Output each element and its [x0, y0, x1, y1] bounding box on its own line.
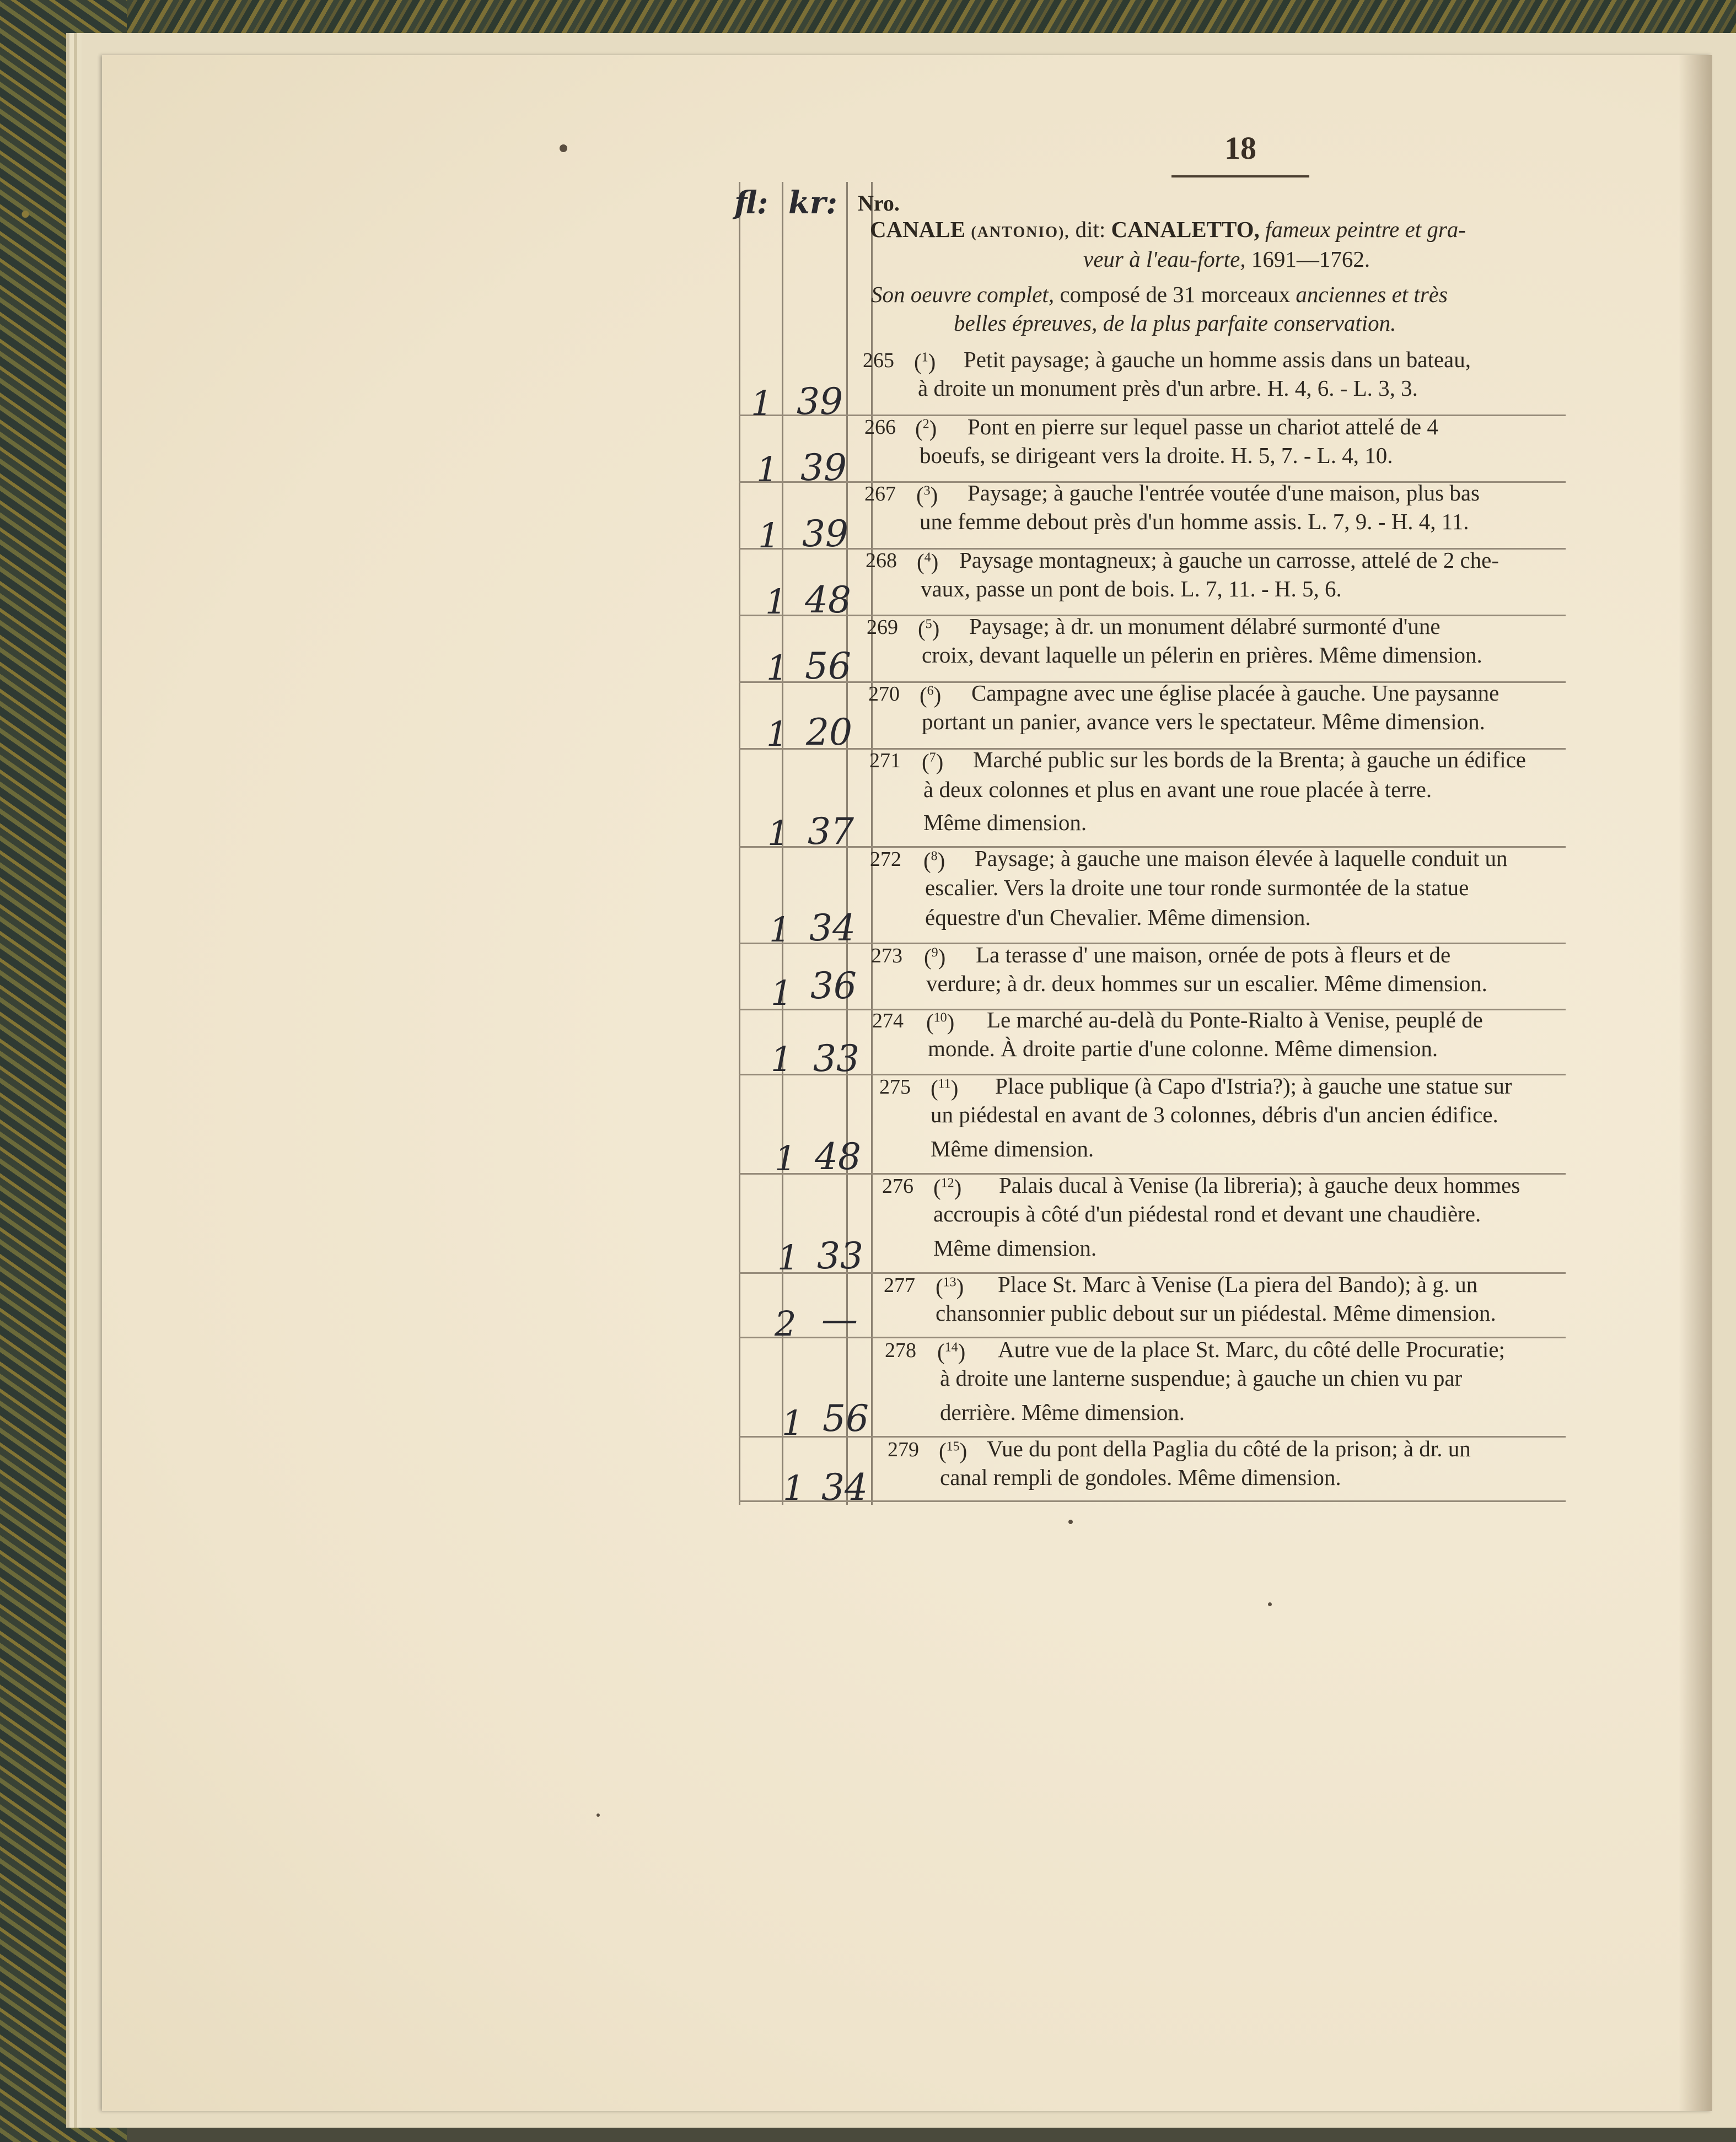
price-kreuzer: 39 [802, 513, 848, 555]
price-kreuzer: 48 [815, 1135, 861, 1178]
entry-note: ($^5$) [918, 616, 940, 641]
artist-surname: CANALE [870, 217, 966, 242]
entry-line: Pont en pierre sur lequel passe un chariot attelé de 4 [968, 414, 1438, 439]
entry-line: Paysage montagneux; à gauche un carrosse, attelé de 2 che- [959, 547, 1499, 573]
artist-dit: dit: [1075, 217, 1106, 242]
entry-number: 265 [863, 349, 894, 372]
page-number: 18 [1224, 130, 1256, 166]
artist-heading-line-1 [870, 216, 1466, 243]
entry-line: Paysage; à dr. un monument délabré surmonté d'une [969, 613, 1441, 639]
entry-number: 266 [864, 416, 896, 439]
entry-line: Paysage; à gauche l'entrée voutée d'une maison, plus bas [968, 480, 1480, 505]
foxing-spot [1268, 1602, 1272, 1606]
entry-note: ($^1$) [914, 349, 936, 374]
entry-note: ($^6$) [920, 682, 942, 708]
entry-line: escalier. Vers la droite une tour ronde surmontée de la statue [925, 875, 1469, 900]
price-kreuzer: 56 [823, 1397, 869, 1440]
entry-number: 275 [879, 1075, 911, 1099]
column-header-kreuzer: kr: [788, 185, 837, 221]
entry-line: accroupis à côté d'un piédestal rond et devant une chaudière. [933, 1201, 1481, 1226]
artist-years: 1691—1762. [1251, 246, 1370, 272]
entry-line: Place St. Marc à Venise (La piera del Bando); à g. un [998, 1272, 1478, 1297]
entry-line: portant un panier, avance vers le spectateur. Même dimension. [922, 709, 1485, 734]
entry-note: ($^2$) [915, 416, 937, 441]
ledger-rule-left [739, 182, 740, 1505]
price-kreuzer: 56 [805, 645, 851, 687]
entry-line: Même dimension. [931, 1136, 1094, 1161]
entry-line: Même dimension. [933, 1235, 1097, 1261]
entry-line: à droite une lanterne suspendue; à gauche un chien vu par [940, 1365, 1463, 1391]
entry-note: ($^{10}$) [926, 1009, 955, 1035]
entry-line: La terasse d' une maison, ornée de pots à fleurs et de [976, 942, 1451, 967]
price-kreuzer: 33 [817, 1235, 863, 1277]
price-florins: 1 [783, 1468, 805, 1508]
foxing-spot [560, 144, 567, 152]
artist-alias: CANALETTO, [1111, 217, 1260, 242]
entry-number: 272 [870, 848, 901, 871]
ledger-rule-right [871, 182, 873, 1505]
entry-line: monde. À droite partie d'une colonne. Même dimension. [928, 1036, 1438, 1061]
price-kreuzer: 36 [810, 965, 857, 1007]
artist-first-name: (ANTONIO), [971, 224, 1070, 241]
artist-heading-line-2 [1083, 246, 1370, 272]
entry-note: ($^{11}$) [931, 1075, 959, 1101]
price-florins: 1 [782, 1403, 804, 1443]
entry-line: Même dimension. [923, 810, 1087, 835]
entry-number: 270 [868, 682, 900, 706]
price-florins: 1 [765, 582, 787, 622]
price-florins: 1 [766, 714, 788, 754]
entry-line: verdure; à dr. deux hommes sur un escalier. Même dimension. [926, 971, 1487, 996]
price-kreuzer: — [821, 1298, 858, 1341]
entry-line: Place publique (à Capo d'Istria?); à gauche une statue sur [995, 1073, 1512, 1099]
entry-note: ($^8$) [923, 848, 945, 873]
artist-profession-2: veur à l'eau-forte, [1083, 246, 1246, 272]
price-kreuzer: 33 [813, 1037, 859, 1080]
artist-profession-1: fameux peintre et gra- [1265, 217, 1466, 242]
entry-line: chansonnier public debout sur un piédestal. Même dimension. [936, 1300, 1496, 1326]
price-kreuzer: 34 [809, 907, 856, 949]
entry-line: Paysage; à gauche une maison élevée à laquelle conduit un [975, 846, 1508, 871]
entry-line: Petit paysage; à gauche un homme assis dans un bateau, [964, 347, 1471, 372]
entry-number: 271 [869, 749, 901, 772]
entry-note: ($^4$) [917, 549, 939, 574]
price-florins: 1 [771, 973, 793, 1013]
oeuvre-line-1 [871, 281, 1448, 308]
entry-note: ($^9$) [924, 944, 946, 970]
price-kreuzer: 39 [797, 380, 843, 423]
price-kreuzer: 20 [806, 711, 852, 754]
foxing-spot [1068, 1520, 1073, 1524]
price-kreuzer: 34 [821, 1466, 868, 1509]
entry-line: croix, devant laquelle un pélerin en prières. Même dimension. [922, 642, 1482, 668]
price-kreuzer: 48 [805, 579, 851, 621]
oeuvre-count: composé de 31 morceaux [1060, 282, 1291, 307]
foxing-spot [596, 1813, 600, 1817]
page-gutter-shadow [1679, 55, 1712, 2111]
entry-number: 273 [871, 944, 902, 967]
entry-line: à droite un monument près d'un arbre. H. 4, 6. - L. 3, 3. [918, 375, 1418, 401]
entry-number: 268 [866, 549, 897, 572]
entry-line: canal rempli de gondoles. Même dimension. [940, 1465, 1341, 1490]
entry-line: Le marché au-delà du Ponte-Rialto à Venise, peuplé de [987, 1007, 1483, 1032]
entry-line: Marché public sur les bords de la Brenta; à gauche un édifice [973, 747, 1526, 772]
price-florins: 1 [769, 909, 791, 950]
entry-line: Autre vue de la place St. Marc, du côté delle Procuratie; [998, 1337, 1505, 1362]
entry-line: vaux, passe un pont de bois. L. 7, 11. - H. 5, 6. [921, 576, 1342, 601]
entry-number: 276 [882, 1175, 913, 1198]
page-number-rule [1171, 175, 1309, 177]
price-kreuzer: 39 [800, 446, 847, 489]
price-florins: 1 [756, 449, 778, 489]
oeuvre-complet: Son oeuvre complet, [871, 282, 1055, 307]
price-florins: 2 [775, 1304, 797, 1344]
entry-line: derrière. Même dimension. [940, 1400, 1185, 1425]
price-florins: 1 [771, 1039, 793, 1079]
column-header-florins: fl: [734, 185, 768, 221]
price-florins: 1 [767, 813, 789, 853]
entry-note: ($^{13}$) [936, 1274, 964, 1299]
entry-line: à deux colonnes et plus en avant une roue placée à terre. [923, 777, 1432, 802]
price-florins: 1 [775, 1138, 797, 1178]
entry-note: ($^{12}$) [933, 1175, 962, 1200]
entry-number: 279 [888, 1438, 919, 1461]
entry-note: ($^7$) [922, 749, 944, 774]
entry-line: un piédestal en avant de 3 colonnes, débris d'un ancien édifice. [931, 1102, 1498, 1127]
oeuvre-line-2: belles épreuves, de la plus parfaite conservation. [954, 310, 1396, 336]
entry-note: ($^{15}$) [939, 1438, 968, 1463]
entry-line: Campagne avec une église placée à gauche. Une paysanne [971, 680, 1499, 706]
number-column-header: Nro. [858, 191, 900, 216]
price-florins: 1 [758, 515, 780, 556]
entry-line: une femme debout près d'un homme assis. L. 7, 9. - H. 4, 11. [920, 509, 1469, 534]
price-florins: 1 [766, 648, 788, 688]
price-florins: 1 [777, 1237, 799, 1278]
entry-number: 278 [885, 1339, 916, 1362]
entry-line: équestre d'un Chevalier. Même dimension. [925, 905, 1311, 930]
entry-number: 267 [864, 482, 896, 505]
entry-note: ($^3$) [916, 482, 938, 508]
price-florins: 1 [751, 383, 773, 423]
oeuvre-quality: anciennes et très [1296, 282, 1448, 307]
entry-note: ($^{14}$) [937, 1339, 966, 1364]
entry-line: Palais ducal à Venise (la libreria); à gauche deux hommes [999, 1172, 1520, 1198]
entry-number: 277 [884, 1274, 915, 1297]
entry-line: boeufs, se dirigeant vers la droite. H. 5, 7. - L. 4, 10. [920, 443, 1393, 468]
price-kreuzer: 37 [808, 810, 854, 853]
entry-line: Vue du pont della Paglia du côté de la prison; à dr. un [987, 1436, 1471, 1461]
entry-number: 274 [872, 1009, 904, 1032]
entry-number: 269 [867, 616, 898, 639]
